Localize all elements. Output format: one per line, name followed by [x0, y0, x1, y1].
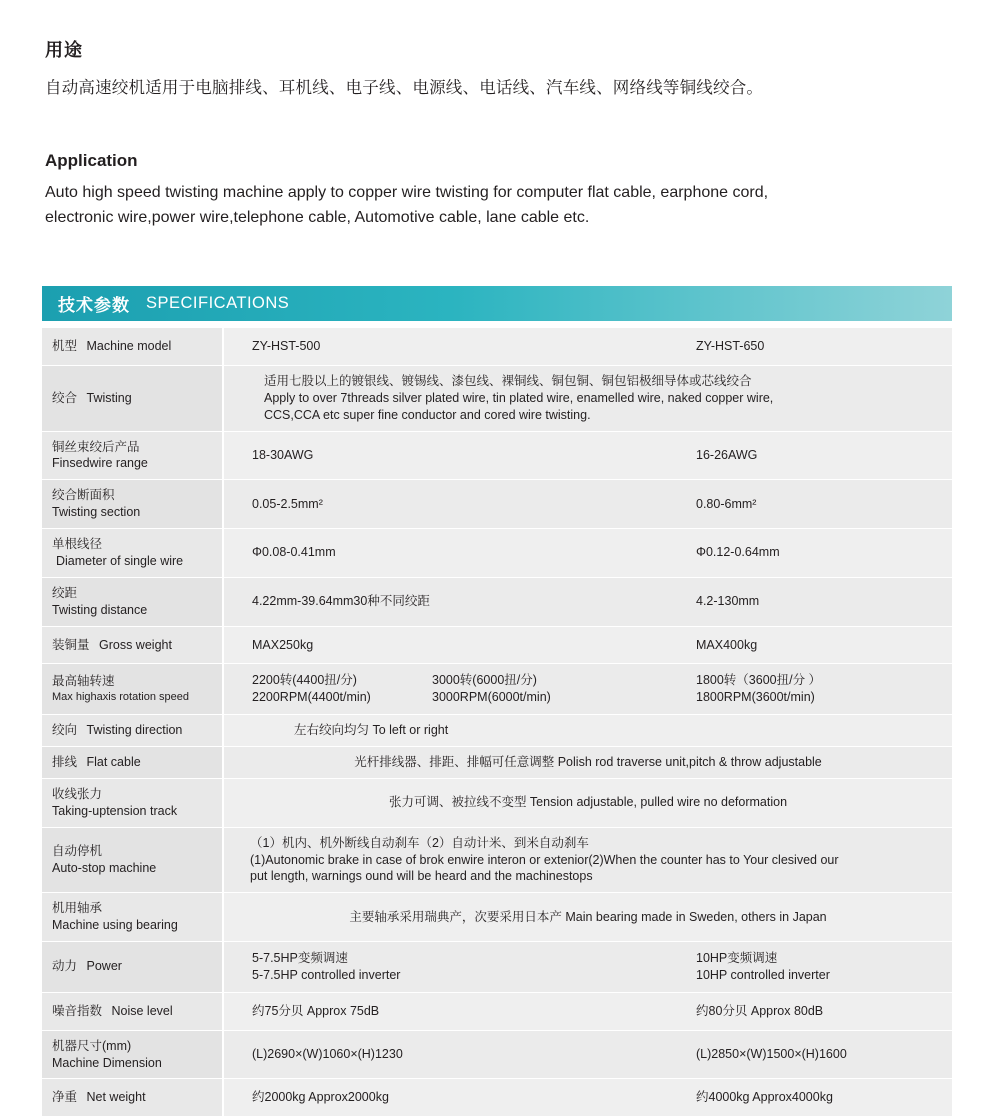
value-col1: (L)2690×(W)1060×(H)1230 [252, 1047, 403, 1062]
label-cn: 噪音指数 [52, 1003, 103, 1018]
label-cn: 机型 [52, 339, 78, 353]
value-col1: 18-30AWG [252, 447, 314, 462]
value-line-1: 主要轴承采用瑞典产，次要采用日本产 Main bearing made in Sweden, others in Japan [349, 909, 827, 924]
specifications-header [42, 286, 952, 321]
label-cn: 绞距 [52, 585, 78, 600]
row-value-gross-weight [223, 626, 952, 664]
row-label-flat-cable [42, 747, 223, 779]
value-col2: 约4000kg Approx4000kg [696, 1090, 833, 1105]
value-col2: ZY-HST-650 [696, 339, 765, 353]
value-col1-line1: 2200转(4400扭/分) [252, 673, 357, 688]
table-row [42, 577, 952, 626]
value-col1-line2: 2200RPM(4400t/min) [252, 690, 371, 705]
value-col1-line2: 5-7.5HP controlled inverter [252, 967, 401, 982]
row-label-max-rotation-speed [42, 664, 223, 715]
row-value-auto-stop [223, 827, 952, 893]
table-row [42, 827, 952, 893]
application-body-en-line2: electronic wire,power wire,telephone cable, Automotive cable, lane cable etc. [45, 208, 590, 226]
application-title-en: Application [45, 150, 138, 170]
value-col2: 约80分贝 Approx 80dB [696, 1003, 824, 1018]
label-en: Twisting [86, 390, 132, 405]
value-col2 [596, 672, 952, 706]
label-en: Flat cable [86, 755, 141, 769]
label-en: Twisting section [52, 505, 141, 520]
value-line-1: 张力可调、被拉线不变型 Tension adjustable, pulled wire no deformation [388, 795, 788, 810]
label-en: Taking-uptension track [52, 803, 178, 818]
table-row [42, 992, 952, 1030]
label-cn: 绞合断面积 [52, 488, 115, 503]
label-cn: 装铜量 [52, 637, 90, 652]
value-col1: 4.22mm-39.64mm30种不同绞距 [252, 594, 430, 609]
row-value-single-wire-diameter [223, 529, 952, 578]
row-value-tension-track [223, 778, 952, 827]
value-col1: 约75分贝 Approx 75dB [252, 1003, 380, 1018]
table-row [42, 529, 952, 578]
value-line-2: Apply to over 7threads silver plated wire, tin plated wire, enamelled wire, naked copper wire, [264, 390, 774, 405]
label-cn: 机用轴承 [52, 901, 103, 916]
table-row [42, 664, 952, 715]
label-cn: 机器尺寸(mm) [52, 1038, 132, 1053]
label-en: Machine Dimension [52, 1055, 162, 1070]
row-value-machine-model [223, 328, 952, 365]
row-label-machine-dimension [42, 1030, 223, 1079]
label-cn: 动力 [52, 959, 78, 974]
value-col2: 0.80-6mm² [696, 496, 757, 511]
label-en: Power [86, 959, 122, 974]
value-col2: (L)2850×(W)1500×(H)1600 [696, 1047, 847, 1062]
value-col1: 0.05-2.5mm² [252, 496, 323, 511]
value-line-2: (1)Autonomic brake in case of brok enwire interon or extenior(2)When the counter has to Your clesived our [250, 852, 839, 867]
row-value-power [223, 942, 952, 993]
table-row [42, 715, 952, 747]
label-cn: 排线 [52, 755, 78, 769]
row-label-auto-stop [42, 827, 223, 893]
value-col2 [596, 950, 952, 984]
row-label-twisting-distance [42, 577, 223, 626]
row-label-single-wire-diameter [42, 529, 223, 578]
table-row [42, 365, 952, 431]
value-col1-line1: 5-7.5HP变频调速 [252, 951, 348, 965]
row-label-power [42, 942, 223, 993]
row-label-gross-weight [42, 626, 223, 664]
value-line-3: CCS,CCA etc super fine conductor and cored wire twisting. [264, 407, 591, 422]
value-col2: MAX400kg [696, 637, 758, 652]
label-en: Machine using bearing [52, 918, 178, 933]
label-en: Gross weight [99, 637, 172, 652]
value-col2-line1: 1800转（3600扭/分 ） [696, 673, 822, 688]
row-value-machine-bearing [223, 893, 952, 942]
row-label-twisting [42, 365, 223, 431]
label-en: Diameter of single wire [56, 553, 184, 568]
spec-header-label-cn: 技术参数 [58, 296, 130, 315]
value-col2-line2: 10HP controlled inverter [696, 967, 830, 982]
label-en: Max highaxis rotation speed [52, 691, 189, 704]
value-col1: MAX250kg [252, 637, 314, 652]
value-line-3: put length, warnings ound will be heard and the machinestops [250, 869, 593, 884]
label-en: Auto-stop machine [52, 860, 157, 875]
value-col1: Φ0.08-0.41mm [252, 545, 336, 560]
row-label-noise-level [42, 992, 223, 1030]
specifications-section [42, 286, 952, 1117]
specifications-table [42, 328, 952, 1117]
label-en: Twisting distance [52, 602, 148, 617]
value-col1: ZY-HST-500 [252, 339, 321, 353]
label-cn: 收线张力 [52, 786, 103, 801]
value-col1: 约2000kg Approx2000kg [252, 1090, 389, 1105]
row-value-twisting [223, 365, 952, 431]
row-label-twisting-section [42, 480, 223, 529]
row-value-flat-cable [223, 747, 952, 779]
application-body-en-line1: Auto high speed twisting machine apply to copper wire twisting for computer flat cable, earphone cord, [45, 183, 769, 201]
value-col2: 16-26AWG [696, 447, 758, 462]
value-col1 [224, 672, 596, 706]
label-cn: 铜丝束绞后产品 [52, 439, 140, 454]
table-row [42, 431, 952, 480]
row-value-finsedwire-range [223, 431, 952, 480]
value-col1b-line2: 3000RPM(6000t/min) [432, 690, 551, 705]
row-label-twisting-direction [42, 715, 223, 747]
value-col2-line1: 10HP变频调速 [696, 951, 778, 965]
intro-section [45, 36, 965, 230]
table-row [42, 1030, 952, 1079]
row-label-net-weight [42, 1079, 223, 1117]
value-line-1: （1）机内、机外断线自动刹车（2）自动计米、到米自动刹车 [250, 835, 589, 850]
row-label-finsedwire-range [42, 431, 223, 480]
value-line-1: 适用七股以上的镀银线、镀锡线、漆包线、裸铜线、铜包铜、铜包铝极细导体或芯线绞合 [264, 373, 752, 388]
label-cn: 净重 [52, 1090, 78, 1105]
value-col2: 4.2-130mm [696, 594, 760, 609]
row-value-machine-dimension [223, 1030, 952, 1079]
label-cn: 最高轴转速 [52, 674, 115, 689]
row-value-max-rotation-speed [223, 664, 952, 715]
label-cn: 自动停机 [52, 844, 103, 859]
table-row [42, 1079, 952, 1117]
label-cn: 单根线径 [52, 537, 103, 551]
table-row [42, 328, 952, 365]
label-en: Net weight [86, 1090, 146, 1105]
usage-body-cn: 自动高速绞机适用于电脑排线、耳机线、电子线、电源线、电话线、汽车线、网络线等铜线绞合。 [45, 79, 764, 97]
label-cn: 绞合 [52, 390, 78, 405]
row-value-noise-level [223, 992, 952, 1030]
label-en: Noise level [111, 1003, 173, 1018]
row-label-machine-model [42, 328, 223, 365]
value-col1 [224, 950, 596, 984]
table-row [42, 942, 952, 993]
specifications-table-body [42, 328, 952, 1117]
usage-title-cn: 用途 [45, 40, 83, 60]
row-value-twisting-direction [223, 715, 952, 747]
row-label-tension-track [42, 778, 223, 827]
label-cn: 绞向 [52, 723, 78, 738]
value-col2-line2: 1800RPM(3600t/min) [696, 690, 815, 705]
row-label-machine-bearing [42, 893, 223, 942]
value-line-1: 左右绞向均匀 To left or right [294, 723, 449, 738]
row-value-twisting-distance [223, 577, 952, 626]
row-value-twisting-section [223, 480, 952, 529]
table-row [42, 480, 952, 529]
label-en: Finsedwire range [52, 456, 148, 471]
row-value-net-weight [223, 1079, 952, 1117]
value-col1b-line1: 3000转(6000扭/分) [432, 673, 537, 688]
table-row [42, 778, 952, 827]
label-en: Twisting direction [86, 723, 183, 738]
table-row [42, 747, 952, 779]
table-row [42, 893, 952, 942]
table-row [42, 626, 952, 664]
spec-header-label-en: SPECIFICATIONS [146, 294, 290, 312]
value-line-1: 光杆排线器、排距、排幅可任意调整 Polish rod traverse unit,pitch & throw adjustable [354, 755, 822, 769]
value-col2: Φ0.12-0.64mm [696, 545, 780, 560]
label-en: Machine model [86, 339, 172, 353]
